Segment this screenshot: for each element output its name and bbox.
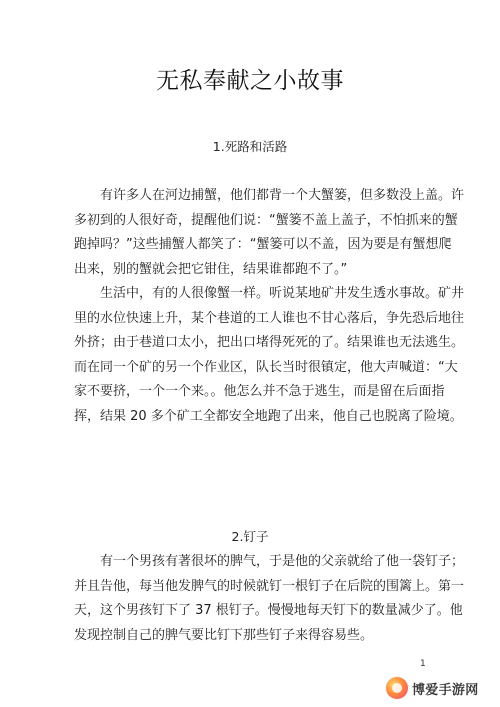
paragraph-line: 外挤；由于巷道口太小，把出口堵得死死的了。结果谁也无法逃生。 [74,335,465,350]
section-2-body [74,550,465,648]
paragraph-line: 生活中，有的人很像蟹一样。听说某地矿井发生透水事故。矿井 [100,286,465,301]
paragraph-line: 并且告他，每当他发脾气的时候就钉一根钉子在后院的围篱上。第一 [74,578,465,594]
paragraph-line: 发现控制自己的脾气要比钉下那些钉子来得容易些。 [74,627,374,643]
site-watermark [386,676,479,700]
paragraph-line: 多初到的人很好奇，提醒他们说：“蟹篓不盖上盖子，不怕抓来的蟹 [74,212,458,228]
document-title: 无私奉献之小故事 [156,68,344,94]
site-logo-icon [386,677,408,699]
section-1-body [74,184,465,429]
watermark-text: 博爱手游网 [412,682,479,698]
paragraph-line: 家不要挤，一个一个来。。他怎么并不急于逃生，而是留在后面指 [74,384,445,399]
paragraph-line: 有一个男孩有著很坏的脾气，于是他的父亲就给了他一袋钉子； [100,554,465,569]
section-2-heading: 2.钉子 [231,529,269,544]
paragraph-line: 而在同一个矿的另一个作业区，队长当时很镇定，他大声喊道：“大 [74,359,458,375]
paragraph-line: 出来，别的蟹就会把它钳住，结果谁都跑不了。” [74,261,348,277]
paragraph-line: 跑掉吗？”这些捕蟹人都笑了：“蟹篓可以不盖，因为要是有蟹想爬 [74,237,452,252]
page-number: 1 [420,659,426,669]
paragraph-line: 挥，结果 20 多个矿工全都安全地跑了出来，他自己也脱离了险境。 [74,408,463,424]
paragraph-line: 里的水位快速上升，某个巷道的工人谁也不甘心落后，争先恐后地往 [74,310,465,326]
section-1-heading: 1.死路和活路 [212,139,288,154]
paragraph-line: 天，这个男孩钉下了 37 根钉子。慢慢地每天钉下的数量减少了。他 [74,603,463,618]
paragraph-line: 有许多人在河边捕蟹，他们都背一个大蟹篓，但多数没上盖。许 [100,188,465,203]
